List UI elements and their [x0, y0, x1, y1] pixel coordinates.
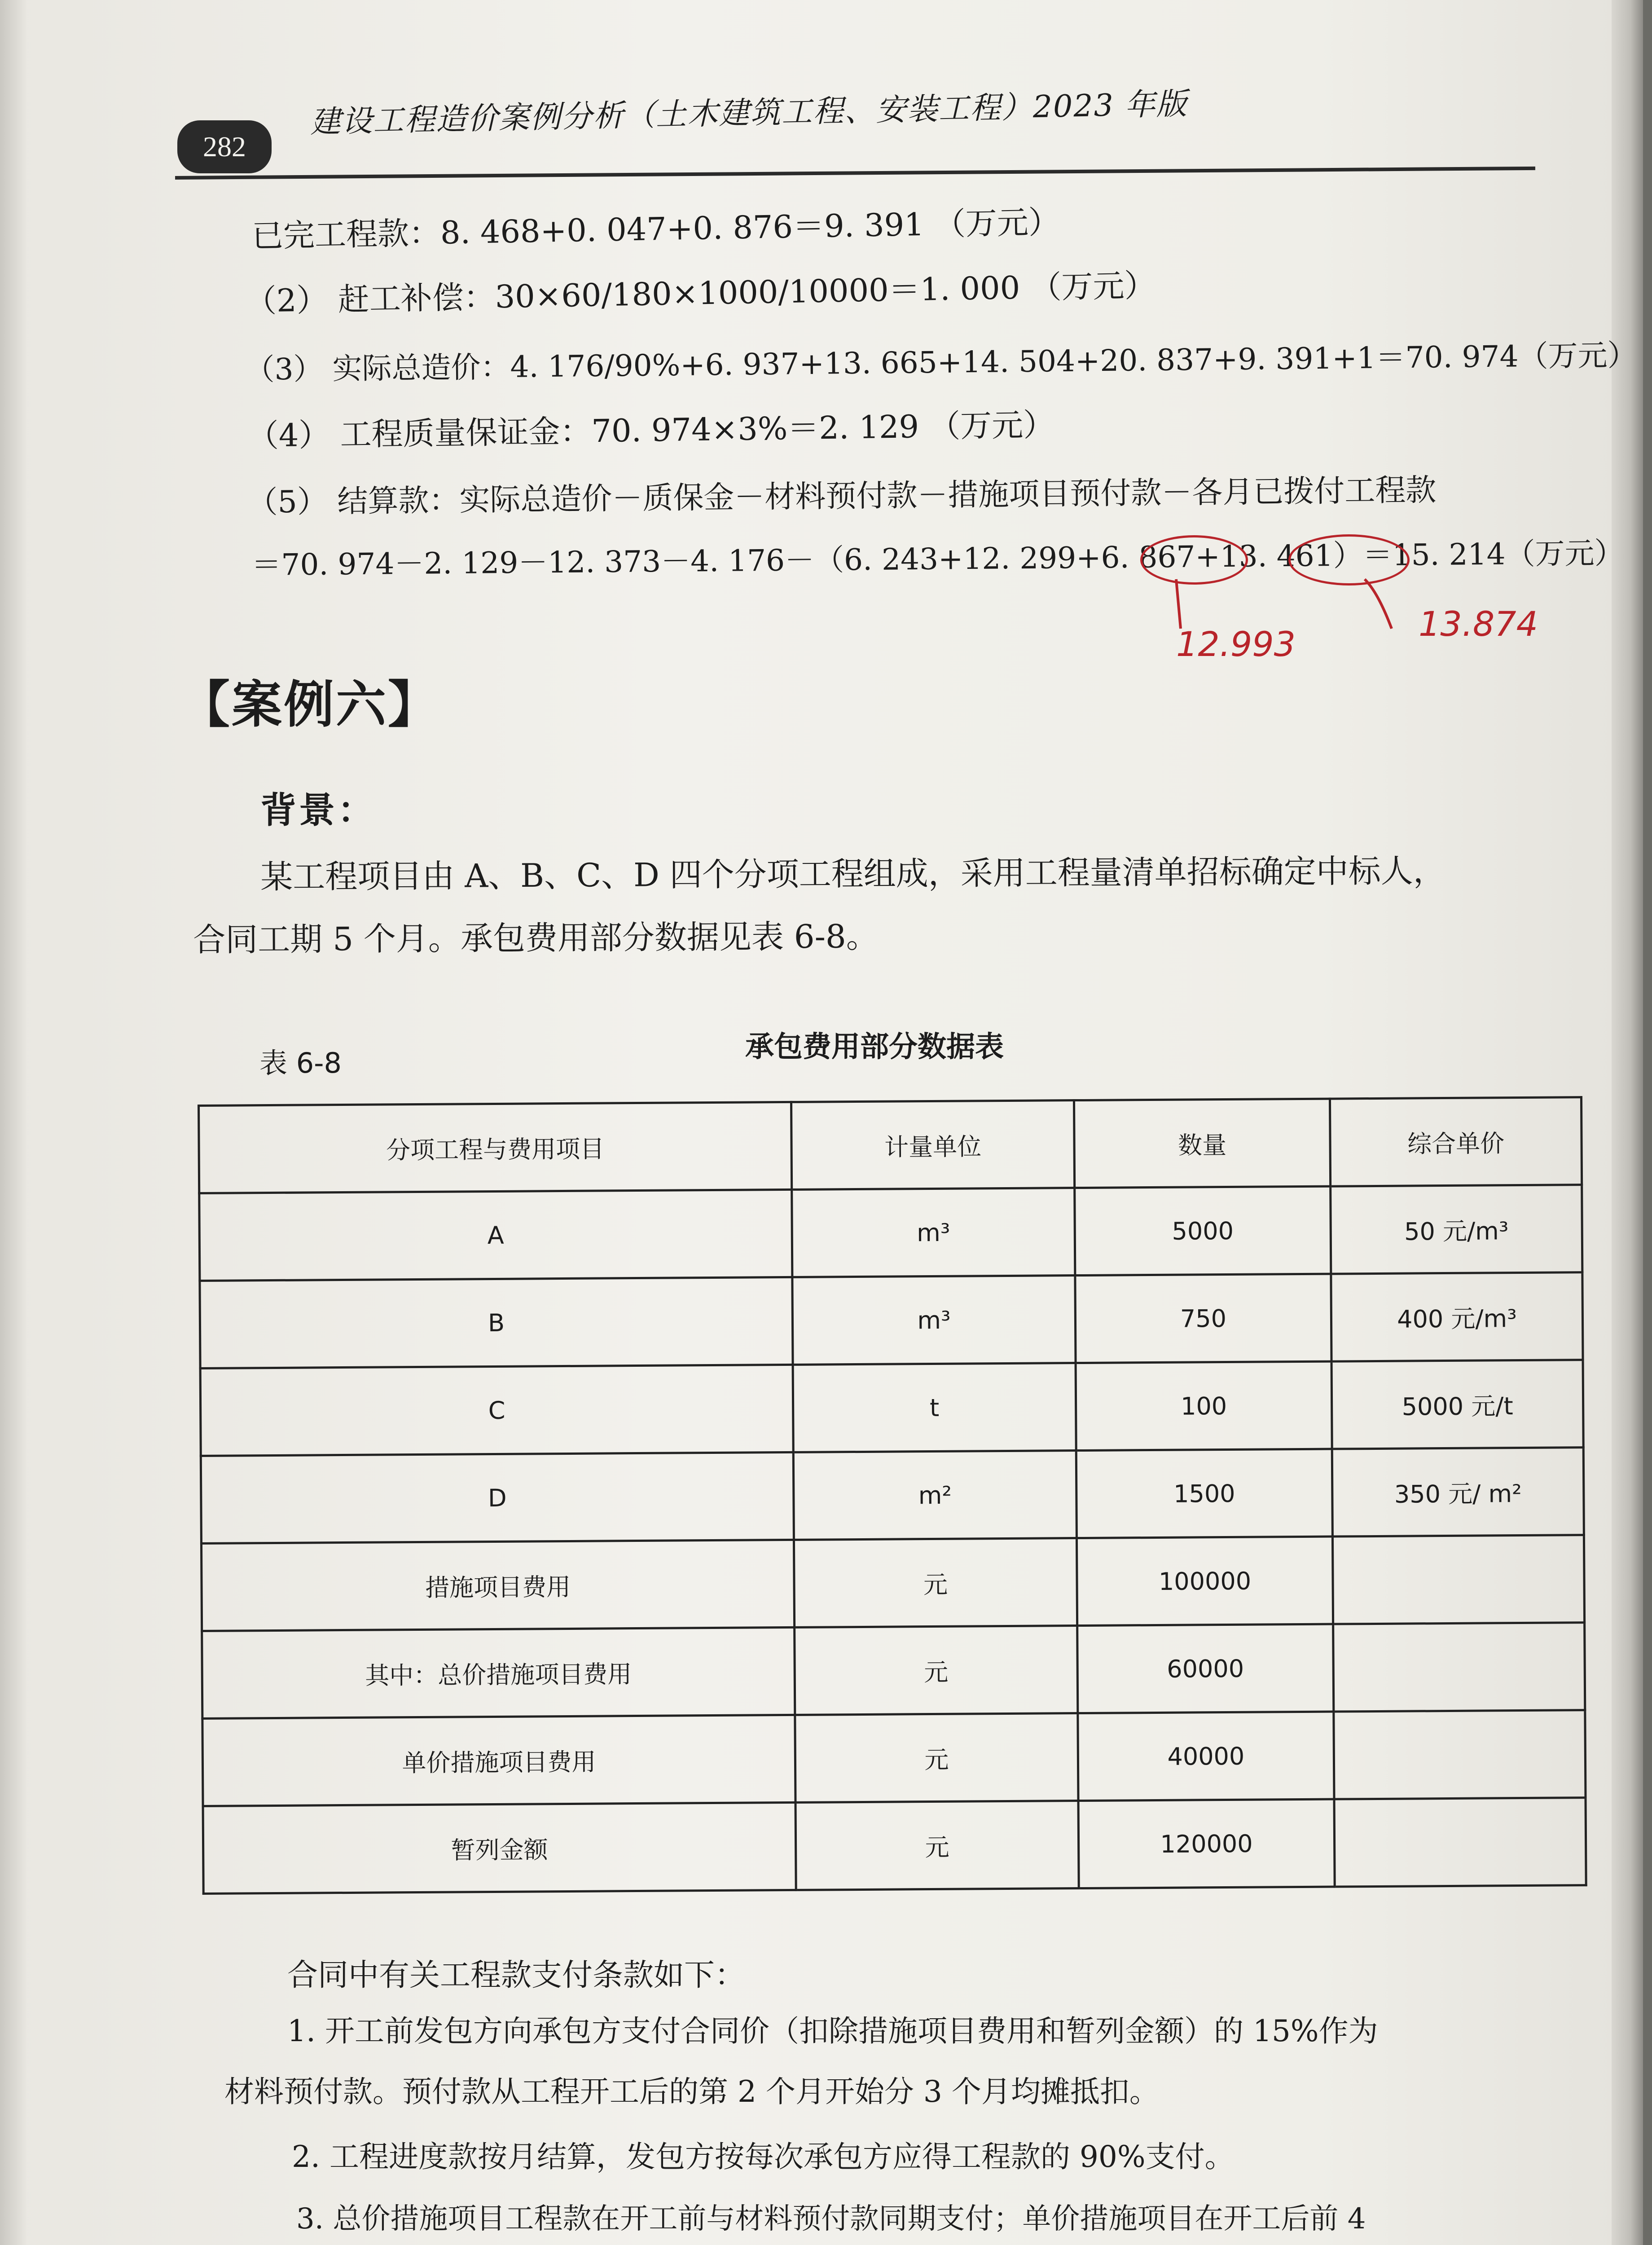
header-unit-price: 综合单价 — [1330, 1097, 1582, 1186]
handwritten-correction-2: 13.874 — [1419, 604, 1538, 644]
cell-quantity: 120000 — [1078, 1799, 1335, 1888]
cell-unit-price — [1334, 1710, 1586, 1799]
cell-unit-price: 400 元/m³ — [1331, 1272, 1583, 1361]
cell-unit-price: 50 元/m³ — [1331, 1185, 1582, 1274]
cell-quantity: 750 — [1075, 1274, 1331, 1363]
cell-quantity: 40000 — [1078, 1712, 1334, 1800]
table-row — [199, 1185, 1582, 1281]
cell-unit: 元 — [795, 1801, 1079, 1890]
table-row — [200, 1360, 1583, 1456]
handwritten-correction-1: 12.993 — [1176, 624, 1296, 664]
cell-item: 措施项目费用 — [201, 1540, 794, 1631]
page-number: 282 — [177, 120, 272, 173]
table-header-row — [199, 1097, 1582, 1193]
table-row — [203, 1798, 1586, 1894]
clause-3-line-1: 3. 总价措施项目工程款在开工前与材料预付款同期支付；单价措施项目在开工后前 4 — [296, 2202, 1366, 2236]
header-quantity: 数量 — [1074, 1099, 1330, 1188]
clauses-intro: 合同中有关工程款支付条款如下： — [287, 1958, 746, 1993]
solution-line-5: （5） 结算款：实际总造价－质保金－材料预付款－措施项目预付款－各月已拨付工程款 — [247, 472, 1437, 520]
table-row — [200, 1272, 1583, 1369]
page-gutter-shadow — [0, 0, 27, 2245]
cell-item: 其中：总价措施项目费用 — [202, 1627, 795, 1718]
solution-line-3: （3） 实际总造价：4. 176/90%+6. 937+13. 665+14. 504+20. 837+9. 391+1＝70. 974（万元） — [245, 338, 1637, 387]
solution-line-1: 已完工程款：8. 468+0. 047+0. 876＝9. 391 （万元） — [251, 203, 1060, 255]
solution-line-4: （4） 工程质量保证金：70. 974×3%＝2. 129 （万元） — [247, 406, 1055, 454]
cell-unit: t — [793, 1363, 1076, 1453]
cell-item: B — [200, 1277, 793, 1368]
cell-unit-price: 350 元/ m² — [1332, 1448, 1584, 1536]
solution-line-2: （2） 赶工补偿：30×60/180×1000/10000＝1. 000 （万元） — [245, 267, 1156, 320]
cell-item: C — [200, 1365, 793, 1456]
header-rule — [175, 167, 1535, 180]
background-heading: 背景： — [260, 789, 376, 831]
solution-line-6: ＝70. 974－2. 129－12. 373－4. 176－（6. 243+12. 299+6. 867+13. 461）＝15. 214（万元） — [251, 536, 1624, 582]
cell-unit-price — [1334, 1798, 1586, 1887]
background-paragraph-line-2: 合同工期 5 个月。承包费用部分数据见表 6-8。 — [193, 917, 879, 959]
cell-item: 暂列金额 — [203, 1802, 796, 1893]
cell-item: 单价措施项目费用 — [202, 1715, 795, 1806]
cell-unit: m² — [793, 1451, 1076, 1540]
cell-quantity: 60000 — [1077, 1624, 1334, 1713]
cell-unit: m³ — [792, 1188, 1075, 1277]
table-title: 承包费用部分数据表 — [745, 1030, 1004, 1064]
cell-unit: 元 — [795, 1626, 1078, 1715]
cell-quantity: 100 — [1076, 1361, 1332, 1450]
cell-unit-price: 5000 元/t — [1331, 1360, 1583, 1449]
cell-unit-price — [1333, 1623, 1585, 1712]
cell-item: D — [201, 1452, 794, 1543]
table-row — [202, 1623, 1585, 1719]
table-row — [201, 1448, 1584, 1544]
cell-unit: 元 — [794, 1538, 1077, 1628]
background-paragraph-line-1: 某工程项目由 A、B、C、D 四个分项工程组成，采用工程量清单招标确定中标人， — [260, 852, 1446, 896]
cost-data-table — [198, 1096, 1587, 1895]
table-row — [202, 1710, 1586, 1806]
table-label: 表 6-8 — [259, 1047, 342, 1079]
clause-1-line-1: 1. 开工前发包方向承包方支付合同价（扣除措施项目费用和暂列金额）的 15%作为 — [287, 2014, 1378, 2048]
header-unit: 计量单位 — [791, 1100, 1074, 1190]
cell-quantity: 1500 — [1076, 1449, 1332, 1538]
case-title: 【案例六】 — [180, 676, 440, 734]
cell-quantity: 5000 — [1075, 1186, 1331, 1275]
table-row — [201, 1535, 1584, 1631]
clause-2: 2. 工程进度款按月结算，发包方按每次承包方应得工程款的 90%支付。 — [292, 2139, 1235, 2174]
header-item: 分项工程与费用项目 — [199, 1102, 792, 1193]
cell-unit: 元 — [795, 1713, 1078, 1803]
book-title: 建设工程造价案例分析（土木建筑工程、安装工程）2023 年版 — [310, 86, 1188, 140]
cell-item: A — [199, 1189, 792, 1281]
clause-1-line-2: 材料预付款。预付款从工程开工后的第 2 个月开始分 3 个月均摊抵扣。 — [224, 2074, 1159, 2109]
cell-unit: m³ — [792, 1276, 1076, 1365]
cell-quantity: 100000 — [1076, 1536, 1333, 1625]
cell-unit-price — [1332, 1535, 1584, 1624]
